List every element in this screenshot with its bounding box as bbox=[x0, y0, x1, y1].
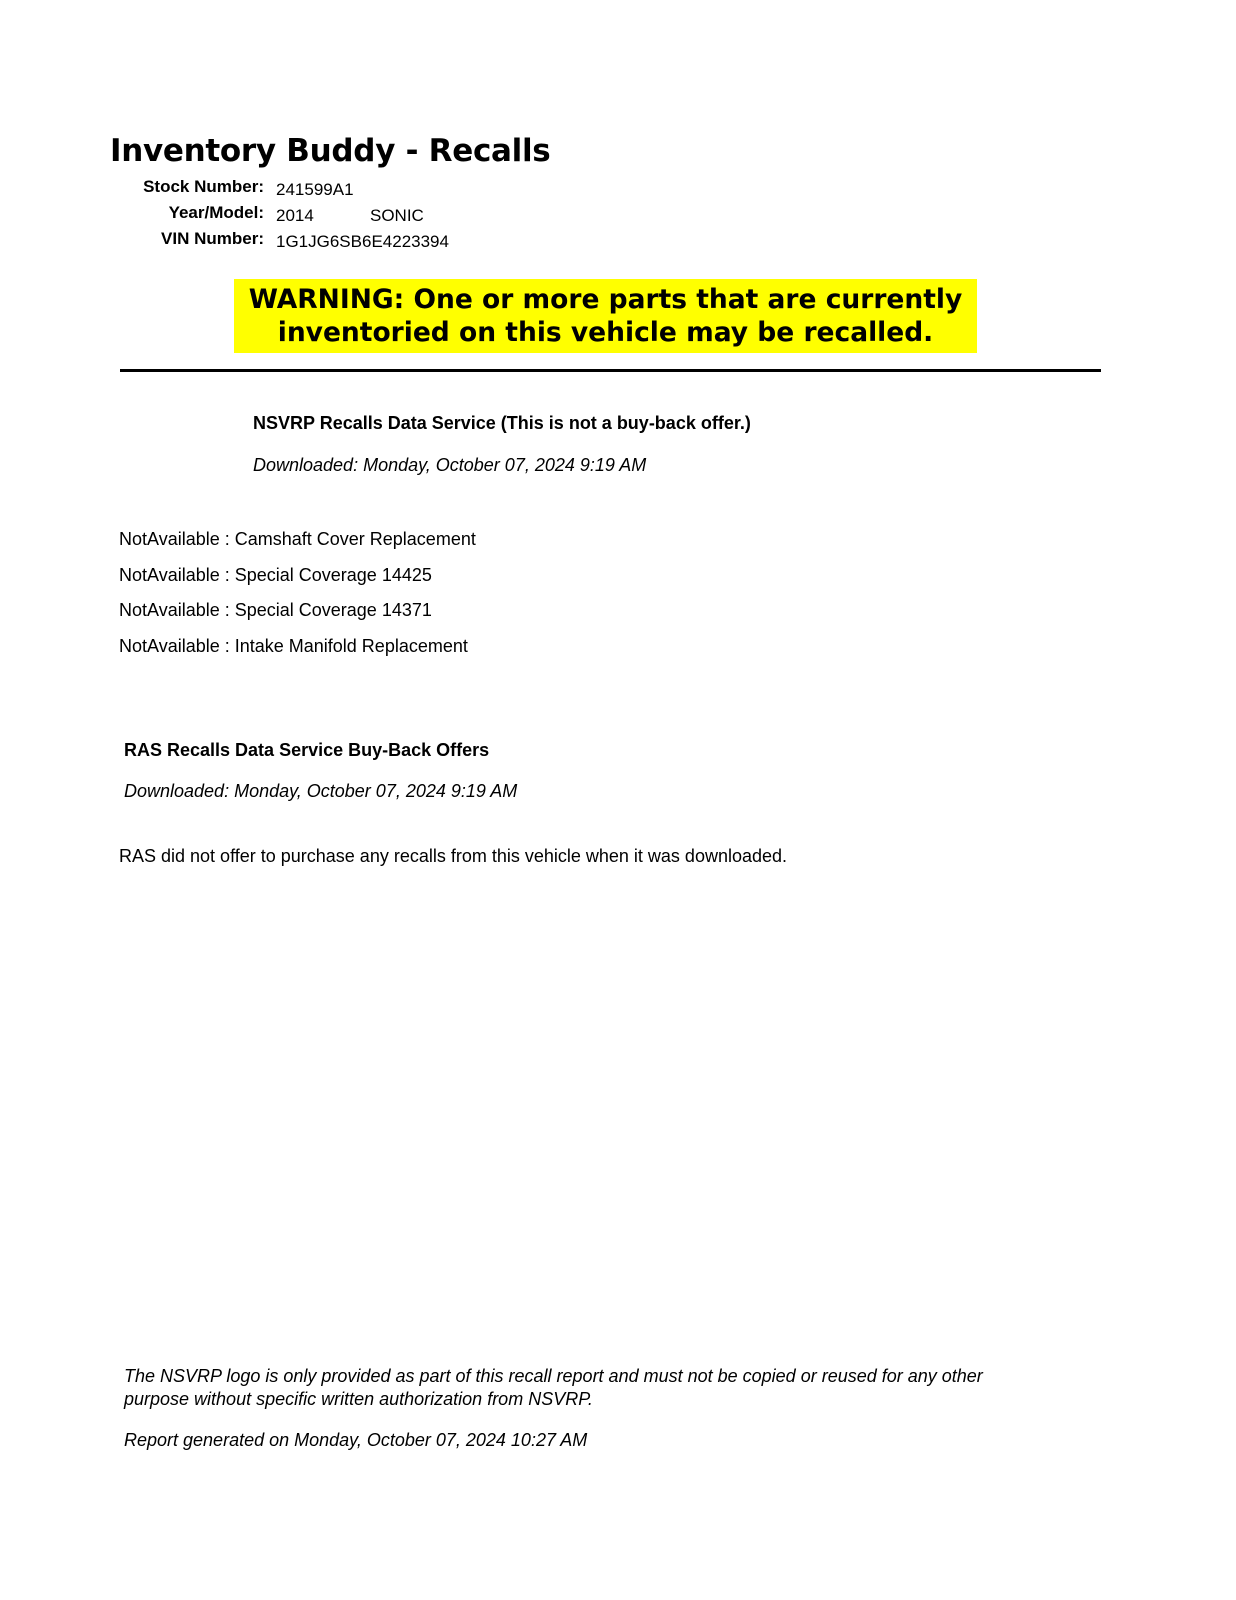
vin-number-value: 1G1JG6SB6E4223394 bbox=[276, 232, 449, 251]
ras-buyback-note: RAS did not offer to purchase any recalls from this vehicle when it was downloaded. bbox=[119, 846, 788, 866]
vin-number-row bbox=[100, 229, 449, 253]
logo-disclaimer bbox=[124, 1365, 1084, 1411]
stock-number-value: 241599A1 bbox=[276, 180, 354, 199]
year-model-label: Year/Model: bbox=[168, 203, 264, 222]
vin-number-label: VIN Number: bbox=[161, 229, 264, 248]
year-value: 2014 bbox=[276, 206, 314, 225]
report-title: Inventory Buddy - Recalls bbox=[110, 133, 551, 169]
recall-item: NotAvailable : Camshaft Cover Replacement bbox=[119, 529, 476, 549]
stock-number-row bbox=[100, 177, 354, 201]
nsvrp-downloaded-date: Downloaded: Monday, October 07, 2024 9:19 AM bbox=[253, 455, 647, 475]
year-model-row bbox=[100, 203, 424, 227]
warning-line-2: inventoried on this vehicle may be recalled. bbox=[277, 317, 934, 348]
stock-number-label: Stock Number: bbox=[143, 177, 264, 196]
nsvrp-section-title: NSVRP Recalls Data Service (This is not a buy-back offer.) bbox=[253, 413, 751, 433]
report-generated-date: Report generated on Monday, October 07, 2024 10:27 AM bbox=[124, 1430, 588, 1450]
recall-item: NotAvailable : Intake Manifold Replacement bbox=[119, 636, 468, 656]
disclaimer-line-1: The NSVRP logo is only provided as part of this recall report and must not be copied or reused for any other bbox=[124, 1366, 983, 1386]
model-value: SONIC bbox=[370, 206, 424, 225]
recall-item: NotAvailable : Special Coverage 14371 bbox=[119, 600, 432, 620]
section-divider bbox=[120, 369, 1101, 372]
warning-line-1: WARNING: One or more parts that are currently bbox=[248, 284, 963, 315]
recall-item: NotAvailable : Special Coverage 14425 bbox=[119, 565, 432, 585]
ras-section-title: RAS Recalls Data Service Buy-Back Offers bbox=[124, 740, 490, 760]
ras-downloaded-date: Downloaded: Monday, October 07, 2024 9:19 AM bbox=[124, 781, 518, 801]
disclaimer-line-2: purpose without specific written authorization from NSVRP. bbox=[124, 1389, 593, 1409]
recall-warning-banner bbox=[234, 279, 977, 353]
